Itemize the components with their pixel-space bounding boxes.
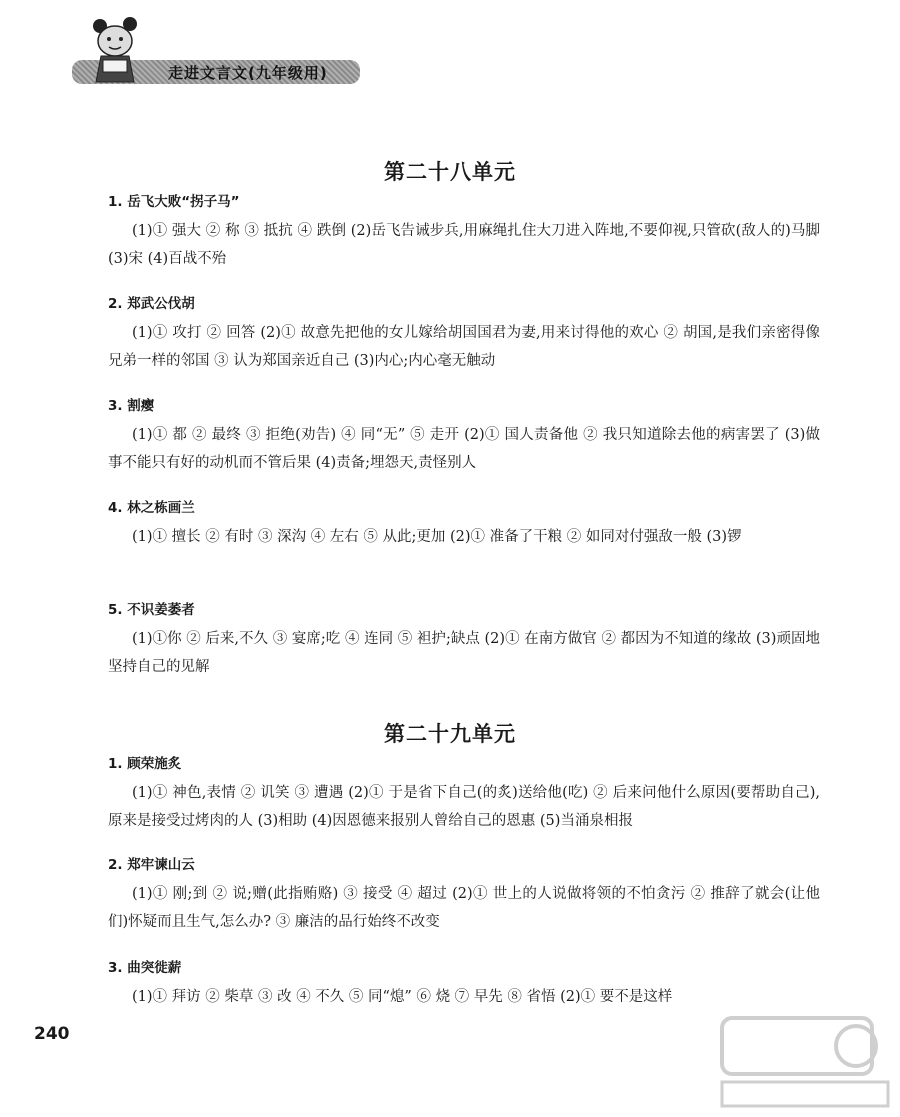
item-answer: (1)①你 ② 后来,不久 ③ 宴席;吃 ④ 连同 ⑤ 袒护;缺点 (2)① 在南方做官 ② 都因为不知道的缘故 (3)顽固地坚持自己的见解 (108, 631, 820, 675)
unit-title: 第二十八单元 (384, 159, 516, 184)
item-title: 1. 顾荣施炙 (108, 756, 182, 772)
page-number: 240 (34, 1024, 70, 1044)
unit-title: 第二十九单元 (384, 721, 516, 746)
book-title: 走进文言文(九年级用) (168, 64, 328, 82)
answer-item (108, 294, 820, 375)
item-answer: (1)① 都 ② 最终 ③ 拒绝(劝告) ④ 同“无” ⑤ 走开 (2)① 国人责备他 ② 我只知道除去他的病害罢了 (3)做事不能只有好的动机而不管后果 (4)责备;埋怨天,责怪别人 (108, 427, 820, 471)
mascot-illustration (88, 14, 144, 84)
watermark-logo (716, 1012, 892, 1112)
item-answer: (1)① 攻打 ② 回答 (2)① 故意先把他的女儿嫁给胡国国君为妻,用来讨得他的欢心 ② 胡国,是我们亲密得像兄弟一样的邻国 ③ 认为郑国亲近自己 (3)内心;内心毫无触动 (108, 325, 820, 369)
item-answer: (1)① 强大 ② 称 ③ 抵抗 ④ 跌倒 (2)岳飞告诫步兵,用麻绳扎住大刀进入阵地,不要仰视,只管砍(敌人的)马脚 (3)宋 (4)百战不殆 (108, 223, 820, 267)
answer-item (108, 855, 820, 936)
answer-item (108, 498, 820, 552)
answer-item (108, 396, 820, 477)
answer-item (108, 600, 820, 681)
item-answer: (1)① 神色,表情 ② 讥笑 ③ 遭遇 (2)① 于是省下自己(的炙)送给他(吃) ② 后来问他什么原因(要帮助自己),原来是接受过烤肉的人 (3)相助 (4)因恩德来报别人曾给自己的恩惠 (5)当涌泉相报 (108, 785, 820, 829)
item-answer: (1)① 擅长 ② 有时 ③ 深沟 ④ 左右 ⑤ 从此;更加 (2)① 准备了干粮 ② 如同对付强敌一般 (3)锣 (132, 529, 742, 545)
item-title: 4. 林之栋画兰 (108, 500, 195, 516)
item-title: 2. 郑牢谏山云 (108, 857, 195, 873)
item-answer: (1)① 刚;到 ② 说;赠(此指贿赂) ③ 接受 ④ 超过 (2)① 世上的人说做将领的不怕贪污 ② 推辞了就会(让他们)怀疑而且生气,怎么办? ③ 廉洁的品行始终不改变 (108, 886, 820, 930)
answer-item (108, 192, 820, 273)
item-title: 3. 割瘿 (108, 398, 155, 414)
item-title: 5. 不识姜萎者 (108, 602, 195, 618)
item-answer: (1)① 拜访 ② 柴草 ③ 改 ④ 不久 ⑤ 同“熄” ⑥ 烧 ⑦ 早先 ⑧ 省悟 (2)① 要不是这样 (132, 989, 673, 1005)
item-title: 2. 郑武公伐胡 (108, 296, 195, 312)
item-title: 1. 岳飞大败“拐子马” (108, 194, 240, 210)
answer-item (108, 754, 820, 835)
item-title: 3. 曲突徙薪 (108, 960, 182, 976)
answer-item (108, 958, 820, 1012)
